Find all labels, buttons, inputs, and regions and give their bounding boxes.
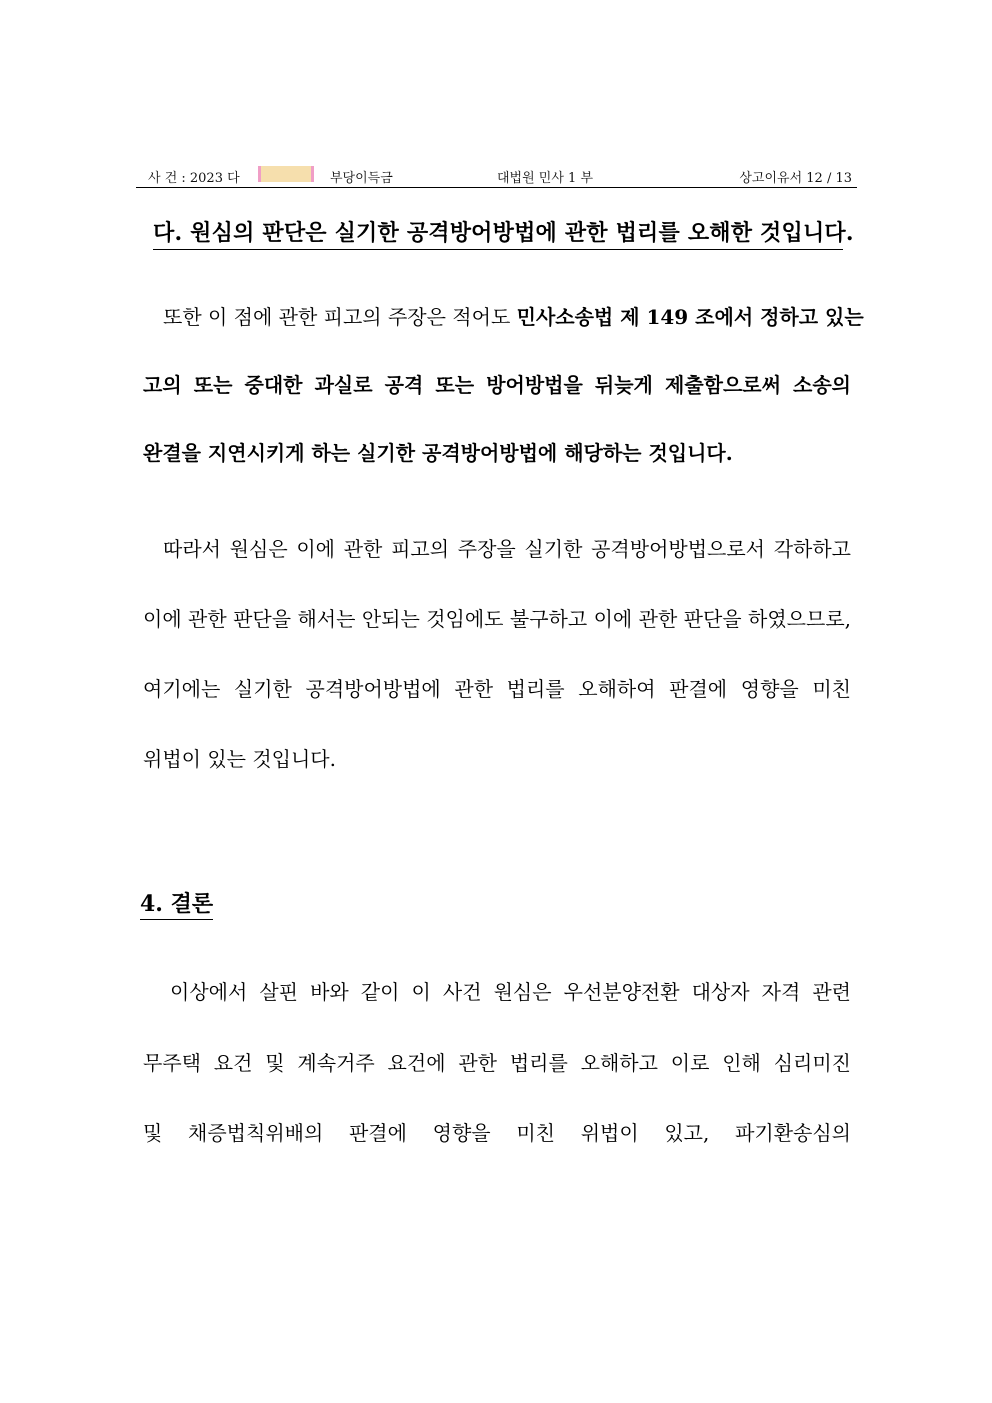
paragraph-line: 따라서 원심은 이에 관한 피고의 주장을 실기한 공격방어방법으로서 각하하고 (163, 537, 851, 561)
case-number-label: 사 건 : 2023 다 (148, 171, 240, 186)
case-subject: 부당이득금 (330, 171, 393, 186)
page-header (140, 164, 856, 186)
paragraph-line (163, 302, 864, 332)
section-title: 다. 원심의 판단은 실기한 공격방어방법에 관한 법리를 오해한 것입니다. (153, 216, 843, 250)
section-heading: 4. 결론 (140, 887, 213, 920)
paragraph-line: 위법이 있는 것입니다. (143, 747, 336, 771)
paragraph-line: 무주택 요건 및 계속거주 요건에 관한 법리를 오해하고 이로 인해 심리미진 (143, 1051, 851, 1075)
paragraph-line: 완결을 지연시키게 하는 실기한 공격방어방법에 해당하는 것입니다. (143, 441, 733, 465)
paragraph-line: 고의 또는 중대한 과실로 공격 또는 방어방법을 뒤늦게 제출함으로써 소송의 (143, 373, 851, 397)
paragraph-line: 이에 관한 판단을 해서는 안되는 것임에도 불구하고 이에 관한 판단을 하였으므로, (143, 607, 851, 631)
bold-text-run: 민사소송법 제 149 조에서 정하고 있는 (516, 305, 864, 329)
header-divider (136, 187, 857, 188)
redaction-mark (258, 166, 314, 182)
paragraph-line: 여기에는 실기한 공격방어방법에 관한 법리를 오해하여 판결에 영향을 미친 (143, 677, 851, 701)
text-run: 또한 이 점에 관한 피고의 주장은 적어도 (163, 305, 517, 329)
paragraph-line: 및 채증법칙위배의 판결에 영향을 미친 위법이 있고, 파기환송심의 (143, 1121, 851, 1145)
page-number: 상고이유서 12 / 13 (739, 171, 852, 186)
court-name: 대법원 민사 1 부 (497, 171, 594, 186)
paragraph-line: 이상에서 살핀 바와 같이 이 사건 원심은 우선분양전환 대상자 자격 관련 (170, 980, 851, 1004)
